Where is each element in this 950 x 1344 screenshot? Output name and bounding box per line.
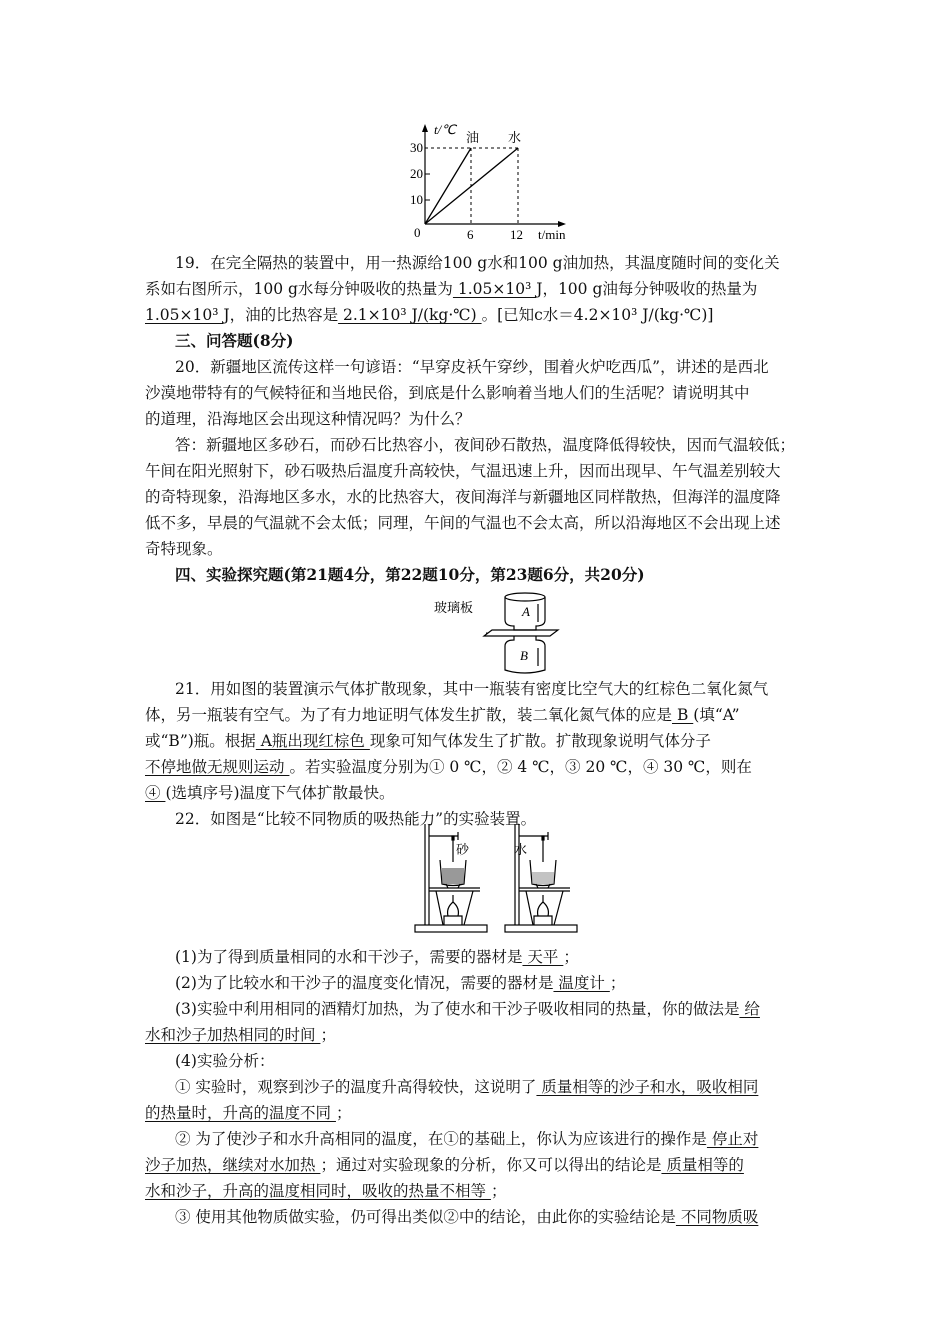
y-tick-0: 0 [414, 225, 421, 240]
q21-line-2: 体，另一瓶装有空气。为了有力地证明气体发生扩散，装二氧化氮气体的应是 B (填“A” [145, 706, 740, 724]
q20-line-2: 沙漠地带特有的气候特征和当地民俗，到底是什么影响着当地人们的生活呢？请说明其中 [145, 384, 750, 402]
q22-analysis-2: ② 为了使沙子和水升高相同的温度，在①的基础上，你认为应该进行的操作是 停止对 [175, 1130, 759, 1148]
q21-line-1: 21．用如图的装置演示气体扩散现象，其中一瓶装有密度比空气大的红棕色二氧化氮气 [175, 680, 769, 698]
q21-line-4: 不停地做无规则运动 。若实验温度分别为① 0 ℃，② 4 ℃，③ 20 ℃，④ 30 ℃，则在 [145, 758, 752, 776]
q22-part-2: (2)为了比较水和干沙子的温度变化情况，需要的器材是 温度计 ； [175, 974, 626, 992]
q22-part-1: (1)为了得到质量相同的水和干沙子，需要的器材是 天平 ； [175, 948, 579, 966]
y-axis-label: t/℃ [434, 122, 456, 137]
q21-line-3: 或“B”)瓶。根据 A瓶出现红棕色 现象可知气体发生了扩散。扩散现象说明气体分子 [145, 732, 711, 750]
q22-part-3-cont: 水和沙子加热相同的时间 ； [145, 1026, 336, 1044]
q20-answer-2: 午间在阳光照射下，砂石吸热后温度升高较快，气温迅速上升，因而出现早、午气温差别较大 [145, 462, 781, 480]
glass-plate [484, 630, 558, 636]
q22-analysis-2-answer-b: 沙子加热，继续对水加热 [145, 1156, 321, 1174]
glass-plate-label: 玻璃板 [434, 600, 474, 615]
q22-analysis-2-answer-d: 水和沙子，升高的温度相同时，吸收的热量不相等 [145, 1182, 491, 1200]
q22-answer-2: 温度计 [553, 974, 610, 992]
q19-line-2: 系如右图所示，100 g水每分钟吸收的热量为 1.05×10³ J，100 g油每分钟吸收的热量为 [145, 280, 758, 298]
section-4-heading: 四、实验探究题(第21题4分，第22题10分，第23题6分，共20分) [175, 565, 645, 584]
heating-apparatus-figure [410, 822, 582, 934]
q22-analysis-2-cont2: 水和沙子，升高的温度相同时，吸收的热量不相等 ； [145, 1182, 507, 1200]
x-axis-label: t/min [538, 227, 566, 242]
q20-answer-5: 奇特现象。 [145, 540, 223, 558]
q20-answer-4: 低不多，早晨的气温就不会太低；同理，午间的气温也不会太高，所以沿海地区不会出现上述 [145, 514, 781, 532]
q20-answer-3: 的奇特现象，沿海地区多水，水的比热容大，夜间海洋与新疆地区同样散热，但海洋的温度降 [145, 488, 781, 506]
q22-analysis-1-cont: 的热量时，升高的温度不同 ； [145, 1104, 352, 1122]
q19-line-3: 1.05×10³ J，油的比热容是 2.1×10³ J/(kg·℃) 。[已知c水＝4.2×10³ J/(kg·℃)] [145, 306, 714, 324]
q22-part-4: (4)实验分析： [175, 1052, 275, 1070]
q22-analysis-3: ③ 使用其他物质做实验，仍可得出类似②中的结论，由此你的实验结论是 不同物质吸 [175, 1208, 759, 1226]
x-tick-12: 12 [510, 227, 523, 242]
q22-analysis-2-answer-a: 停止对 [706, 1130, 759, 1148]
q22-analysis-3-answer: 不同物质吸 [675, 1208, 759, 1226]
bottle-b-label: B [520, 648, 528, 663]
bottle-a-label: A [522, 604, 530, 619]
water-line [425, 148, 518, 224]
q20-line-3: 的道理，沿海地区会出现这种情况吗？为什么？ [145, 410, 471, 428]
q22-intro: 22．如图是“比较不同物质的吸热能力”的实验装置。 [175, 810, 537, 828]
q21-answer-2: A瓶出现红棕色 [255, 732, 370, 750]
q22-answer-1: 天平 [522, 948, 564, 966]
oil-line [425, 148, 471, 224]
q19-answer-1: 1.05×10³ [452, 280, 537, 298]
q22-answer-3a: 给 [739, 1000, 760, 1018]
q21-answer-3: 不停地做无规则运动 [145, 758, 290, 776]
q22-answer-3b: 水和沙子加热相同的时间 [145, 1026, 321, 1044]
q19-line-1: 19．在完全隔热的装置中，用一热源给100 g水和100 g油加热，其温度随时间的变化关 [175, 254, 780, 272]
q21-answer-1: B [672, 706, 694, 724]
diffusion-bottles-figure [430, 590, 560, 676]
q22-analysis-1-answer-b: 的热量时，升高的温度不同 [145, 1104, 336, 1122]
q19-answer-3: 2.1×10³ J/(kg·℃) [338, 306, 482, 324]
temperature-time-graph [410, 118, 580, 242]
q21-line-5: ④ (选填序号)温度下气体扩散最快。 [145, 784, 395, 802]
q20-answer-1: 答：新疆地区多砂石，而砂石比热容小，夜间砂石散热，温度降低得较快，因而气温较低； [175, 436, 796, 454]
oil-series-label: 油 [466, 130, 480, 145]
sand-label: 砂 [456, 842, 470, 857]
y-tick-10: 10 [410, 192, 423, 207]
q21-answer-4: ④ [145, 784, 166, 802]
q22-analysis-1: ① 实验时，观察到沙子的温度升高得较快，这说明了 质量相等的沙子和水，吸收相同 [175, 1078, 759, 1096]
y-tick-30: 30 [410, 140, 423, 155]
q19-answer-2: 1.05×10³ [145, 306, 224, 324]
q22-analysis-1-answer-a: 质量相等的沙子和水，吸收相同 [536, 1078, 759, 1096]
x-tick-6: 6 [467, 227, 474, 242]
q22-analysis-2-answer-c: 质量相等的 [661, 1156, 744, 1174]
y-tick-20: 20 [410, 166, 423, 181]
water-label: 水 [514, 842, 528, 857]
q22-part-3: (3)实验中利用相同的酒精灯加热，为了使水和干沙子吸收相同的热量，你的做法是 给 [175, 1000, 760, 1018]
q20-line-1: 20．新疆地区流传这样一句谚语：“早穿皮袄午穿纱，围着火炉吃西瓜”，讲述的是西北 [175, 358, 769, 376]
water-series-label: 水 [508, 130, 522, 145]
section-3-heading: 三、问答题(8分) [175, 331, 294, 350]
q22-analysis-2-cont: 沙子加热，继续对水加热 ；通过对实验现象的分析，你又可以得出的结论是 质量相等的 [145, 1156, 744, 1174]
